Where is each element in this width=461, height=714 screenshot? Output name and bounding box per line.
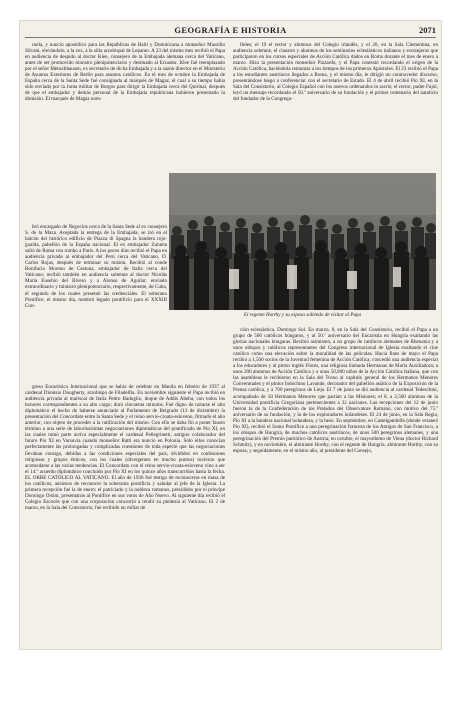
crowd-photo <box>169 173 436 310</box>
page-number: 2071 <box>419 25 436 35</box>
figure <box>169 173 436 321</box>
left-paragraph-3: greso Eucarístico Internacional que se había de celebrar en Manila en febrero de 1937 al cardenal Dionisio Dougherty, arzobispo de Filadelfia. En noviembre siguiente el Papa recibió en audiencia privada al mariscal de Italia Pedro Badoglio, duque de Addis Abeba, con todos los honores correspondientes a su alto cargo; duró cincuenta minutos. Fué digno de notarse el alto diplomático el hecho de haberse anunciado al Parlamento de Belgrado (13 de diciembre) la presentación del Concordato entre la Santa Sede y el reino servio-croata-esloveno, firmado el año anterior, con objeto de proceder a la ratificación del mismo. Con ello se daba fin a poner fausto término a una serie de laboriosísimas negociaciones diplomáticas del pontificado de Pío XI, en las cuales tomó parte activa especialmente el cardenal Pellegrinetti, antiguo colaborador del futuro Pío XI en Varsovia cuando monseñor Ratti era nuncio en Polonia. Sólo ellos conocían perfectamente las prolongadas y complicadas cuestiones de toda especie que las negociaciones llevaban consigo, debidas a las condiciones especiales del país, divididos en confesiones religiosas y grupos étnicos, con los cuales (divergentes en mucho puntos) tuvieron que acomodarse a las varias tendencias. El Concordato con el reino servio-croata-esloveno vino a ser el 14.º acuerdo diplomático concluido por Pío XI en los quince años transcurridos hasta la fecha. EL ORBE CATÓLICO AL VATICANO. El año de 1936 fué testigo de reconocerse en masa de los católicos, ansiosos de reconocer la soberanía pontificia y saludar al jefe de la Iglesia. La primera recepción fué la de enero: el patriciado y la nobleza romanos, presididos por el príncipe Domingo Orsini, presentaron al Pontífice en sus votos de Año Nuevo. Al siguiente día recibió el Colegio Escocés que con una corporación concurrió a rendir su pleitesía al Vaticano. El 2 de marzo, en la Sala del Consistorio, fué recibido un millar de <box>25 384 225 511</box>
left-column-middle <box>25 224 167 384</box>
page-header <box>20 25 441 37</box>
left-paragraph-2: bró encargado de Negocios cerca de la Santa Sede al ex consejero S. de la Maza. Aceptada la entrega de la Embajada, se izó en el balcón del histórico edificio de Piazza di Spagna la bandera rojo-gualda, pabellón de la España nacional. El ex embajador Zulueta salió de Roma con rumbo a París. A los pocos días recibió el Papa en audiencia privada al embajador del Perú cerca del Vaticano, D. Carlos Rojas, después de terminar su misión. Recibió al conde Bonifacio Moreno de Cestona, embajador de Italia cerca del Vaticano; recibió también en audiencia solemne al doctor Nicolás María Eusebio del Rivero y a Alonso de Aguilar, enviado extraordinario y ministro plenipotenciario, respectivamente, de Cuba, el segundo de los cuales presentó las credenciales. El soberano Pontífice, el mismo día, nombró legado pontificio para el XXXIII Con- <box>25 224 167 309</box>
book-page <box>19 20 442 650</box>
left-column-bottom <box>25 384 225 646</box>
right-paragraph-2: ción eclesiástica, Domingo Sol. En marzo, 8, en la Sala del Consistorio, recibió el Papa a un grupo de 500 católicos húngaros, y al 50.º aniversario del Eucaristía en Hungría exaltando las glorias nacionales húngaras. Recibió asimismo, a un grupo de católicos alemanes de Rhenania y a unos obispos y católicos representantes del Congreso internacional de Iglesia exaltando el cine católico como una elevación sobre la moralidad de las películas. Hacia fines de mayo el Papa recibió a 1,500 socios de la Juventud femenina de Acción Católica; concedió una audiencia especial a los educadores y al pintor inglés Flores, una religiosa llamada Hermanas de María Auxiliadora; a unos 200 alumnos de Acción Católica y a unos 50,000 niños de la Acción Católica Italiana, que con las asambleas le recibieron en la Sala del Trono al capítulo general de los Hermanos Menores Conventuales y el pintor Indochino Lavande, decorador del pabellón asiático de la Exposición de la Prensa católica, y a 700 peregrinos de Lieja. El 7 de junio se dió audiencia al cardenal Tedeschini, acompañado de 50 Hermanos Menores que partían a las Misiones; el 8, a 2,500 alumnos de la Universidad pontificia Gregoriana pertenecientes a 32 naciones. Las recepciones del 12 de junio fueron la de la Confederación de los Prelados del Observatore Romano, con motivo del 75.º aniversario de su fundación, y la de los exploradores holandeses. El 24 de junio, en la Sala Regia, Pío XI a la bandera nacional holandesa, y la besó. En septiembre, en Castelgandolfo (donde veraneó Pío XI), recibió el Sumo Pontífice a una peregrinación francesa de los Amigos de San Francisco, a los obispos de Hungría, de muchos católicos austríacos, de unos 500 peregrinos alemanes, y una peregrinación del Premio patriótico de Austria; en octubre, el mayordomo de Viena (doctor Richard Schmitz), y en noviembre, el almirante Horthy, con el regente de Hungría, almirante Horthy, con su esposa, y seguidamente, en el mismo año, al presidente del Consejo, <box>233 327 438 454</box>
running-title: GEOGRAFÍA E HISTORIA <box>174 25 287 35</box>
figure-caption: El regente Horthy y su esposa saliendo de visitar al Papa <box>243 312 362 318</box>
right-column-top <box>233 42 438 174</box>
right-paragraph-1: fieles; el 19 el rector y alumnos del Colegio irlandés, y el 20, en la Sala Clementina, en audiencia solemne, el claustro y alumnos de los seminarios eclesiásticos italianos y extranjeros que participaron en los cursos especiales de Acción Católica dados en Roma durante el mes de enero a marzo. Hizo la presentación monseñor Pizzardo, y el Papa contestó recordando el origen de la Acción Católica, haciéndola remontar a los tiempos de los primeros Apóstoles. El 23 recibió el Papa a los estudiantes austríacos llegados a Roma, y el mismo día, le dirigió un conmovedor discurso, presentándose luego a conferenciar con el secretario de Estado. El 4 de abril recibió Pío XI, en la Sala del Consistorio, al Colegio Español con los nuevos ordenandos in sacris; el rector, padre Fujol, leyó un mensaje recordando el 50.º aniversario de su fundación y el primer centenario del natalicio del fundador de la Congrega- <box>233 42 438 103</box>
header-rule <box>25 37 436 38</box>
left-paragraph-1: ruela, y nuncio apostólico para las Repúblicas de Haití y Dominicana a monseñor Maurilio Silvani, elevándolo, a la vez, a la silla arzobispal de Lepanto. A 23 del mismo mes recibió el Papa en audiencia de despido al doctor Klee, consejero de la Embajada alemana cerca del Vaticano, antes de ser promovido ministro plenipotenciario y destinado al Ecuador. Klee fué reemplazado por el señor Menschhausen, ex secretario de dicha Embajada y a la sazón director en el Ministerio de Asuntos Exteriores de Berlín para asuntos católicos. En el mes de octubre la Embajada de España cerca de la Santa Sede fué consignada al marqués de Magaz, el cual a su tiempo había sido enviado por la Junta militar de Burgos para dirigir la Embajada cerca del Quirinal, después de que el embajador y demás personal de la Embajada republicana hubieron presentado la dimisión. El marqués de Magaz nom- <box>25 42 225 103</box>
right-column-bottom <box>233 327 438 646</box>
